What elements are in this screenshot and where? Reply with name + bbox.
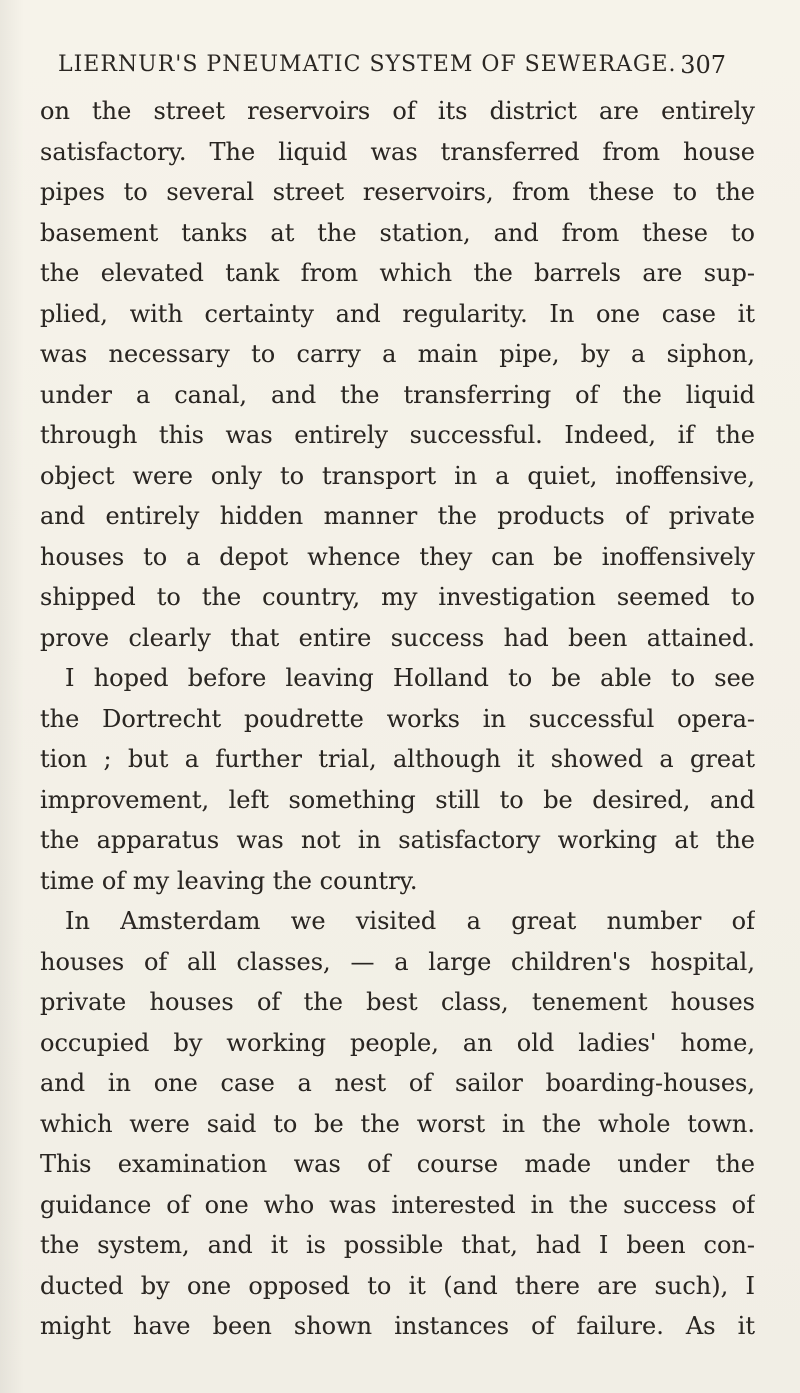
paragraph-start-line: In Amsterdam we visited a great number of: [65, 907, 755, 935]
page-number: 307: [680, 51, 726, 79]
text-line: object were only to transport in a quiet, inoffensive,: [40, 461, 755, 490]
text-line: satisfactory. The liquid was transferred from house: [40, 137, 755, 166]
text-line: pipes to several street reservoirs, from these to the: [40, 178, 755, 206]
text-line: private houses of the best class, tenement houses: [40, 988, 755, 1016]
paragraph-start-line: I hoped before leaving Holland to be able to see: [65, 664, 755, 692]
text-line: improvement, left something still to be desired, and: [40, 785, 755, 814]
text-line: and in one case a nest of sailor boarding-houses,: [40, 1069, 755, 1097]
running-head: [58, 52, 738, 82]
text-line: basement tanks at the station, and from these to: [40, 218, 755, 247]
text-line: the apparatus was not in satisfactory working at the: [40, 826, 755, 854]
text-line: houses of all classes, — a large children's hospital,: [40, 947, 755, 976]
paragraph-end-line: time of my leaving the country.: [40, 866, 418, 895]
text-line: on the street reservoirs of its district are entirely: [40, 97, 755, 125]
text-line: and entirely hidden manner the products of private: [40, 502, 755, 530]
text-line: through this was entirely successful. Indeed, if the: [40, 421, 755, 449]
text-line: the elevated tank from which the barrels are sup-: [40, 259, 755, 287]
text-line: occupied by working people, an old ladies' home,: [40, 1028, 755, 1057]
text-line: was necessary to carry a main pipe, by a siphon,: [40, 340, 755, 368]
running-title: LIERNUR'S PNEUMATIC SYSTEM OF SEWERAGE.: [58, 52, 677, 77]
text-line: the system, and it is possible that, had I been con-: [40, 1231, 755, 1259]
text-line: tion ; but a further trial, although it showed a great: [40, 745, 755, 773]
text-line: prove clearly that entire success had been attained.: [40, 623, 755, 652]
text-line: guidance of one who was interested in the success of: [40, 1190, 755, 1219]
text-line: the Dortrecht poudrette works in successful opera-: [40, 704, 755, 733]
text-line: houses to a depot whence they can be inoffensively: [40, 542, 755, 571]
text-line: ducted by one opposed to it (and there are such), I: [40, 1271, 755, 1300]
text-line: shipped to the country, my investigation seemed to: [40, 583, 755, 611]
text-line: might have been shown instances of failure. As it: [40, 1312, 755, 1340]
main-text: [40, 91, 755, 1347]
text-line: which were said to be the worst in the whole town.: [40, 1109, 755, 1138]
text-line: under a canal, and the transferring of the liquid: [40, 380, 755, 409]
text-line: plied, with certainty and regularity. In one case it: [40, 299, 755, 328]
text-line: This examination was of course made under the: [40, 1150, 755, 1178]
